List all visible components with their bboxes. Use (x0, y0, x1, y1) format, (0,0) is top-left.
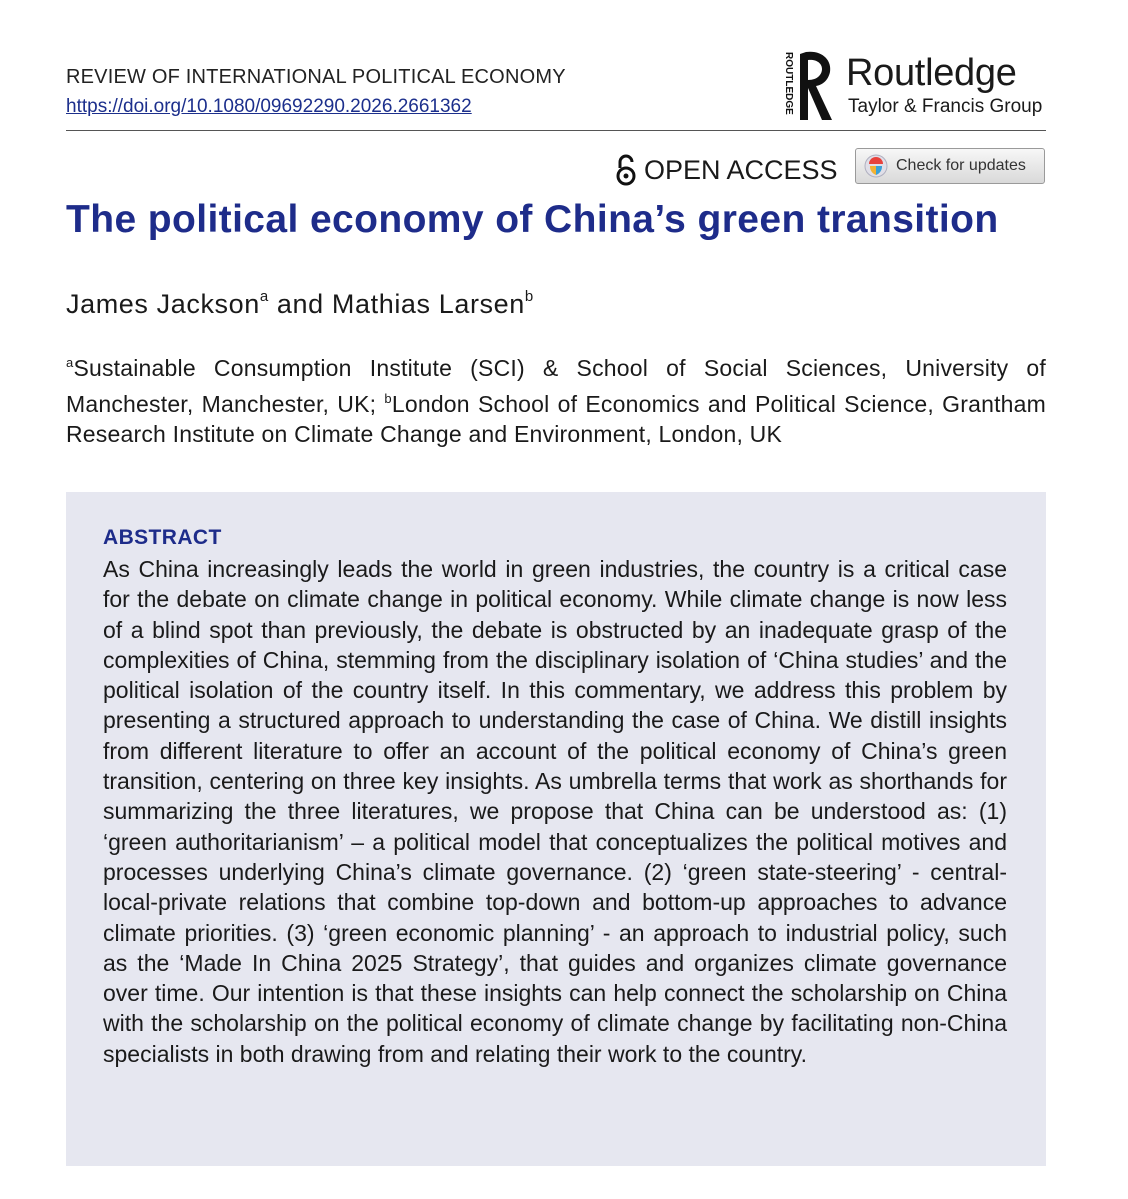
author-name[interactable]: Mathias Larsen (331, 289, 525, 319)
crossmark-icon (864, 154, 888, 178)
affiliation-text: London School of Economics and Political Science, Grantham Research Institute on Climate Change and Environment, London, UK (66, 390, 1047, 447)
affiliation-text: Sustainable Consumption Institute (SCI) & School of Social Sciences, University of Manchester, Manchester, UK; (66, 355, 1046, 417)
abstract-text: As China increasingly leads the world in green industries, the country is a critical case for the debate on climate change in political economy. While climate change is now less of a blind spot than previously, the debate is obstructed by an inadequate grasp of the complexities of China, stemming from the disciplinary isolation of ‘China studies’ and the political isolation of the country itself. In this commentary, we address this problem by presenting a structured approach to understanding the case of China. We distill insights from different literature to offer an account of the political economy of China’s green transition, centering on three key insights. As umbrella terms that work as shorthands for summarizing the three literatures, we propose that China can be understood as: (1) ‘green authoritarianism’ – a political model that conceptualizes the political motives and processes underlying China’s climate governance. (2) ‘green state-steering’ - central-local-private relations that combine top-down and bottom-up approaches to advance climate priorities. (3) ‘green economic planning’ - an approach to industrial policy, such as the ‘Made In China 2025 Strategy’, that guides and organizes climate governance over time. Our intention is that these insights can help connect the scholarship on China with the scholarship on the political economy of climate change by facilitating non-China specialists in both drawing from and relating their work to the country. (103, 556, 1007, 1067)
publisher-logo (782, 48, 1052, 126)
abstract-section (66, 492, 1046, 1166)
author-joiner: and (268, 289, 332, 319)
svg-text:ROUTLEDGE: ROUTLEDGE (783, 52, 794, 115)
abstract-heading: ABSTRACT (103, 526, 222, 549)
journal-name: REVIEW OF INTERNATIONAL POLITICAL ECONOMY (66, 66, 566, 88)
affiliation-marker: a (66, 355, 74, 370)
affiliation-marker: b (384, 390, 392, 406)
publisher-name: Routledge (846, 52, 1017, 94)
open-lock-icon (616, 154, 636, 186)
affiliation-marker: b (524, 288, 534, 305)
check-for-updates-button[interactable] (855, 148, 1045, 184)
author-name[interactable]: James Jackson (66, 289, 260, 319)
routledge-logo-icon (782, 48, 838, 124)
affiliation-marker: a (259, 288, 269, 305)
header-divider (66, 130, 1046, 131)
affiliations (66, 348, 1046, 450)
open-access-badge (616, 152, 838, 188)
open-access-label: OPEN ACCESS (644, 154, 838, 185)
check-for-updates-label: Check for updates (896, 157, 1026, 174)
publisher-group: Taylor & Francis Group (848, 96, 1043, 117)
doi-link[interactable]: https://doi.org/10.1080/09692290.2026.2661362 (66, 96, 472, 117)
article-title: The political economy of China’s green transition (66, 198, 999, 241)
author-list (66, 288, 534, 320)
